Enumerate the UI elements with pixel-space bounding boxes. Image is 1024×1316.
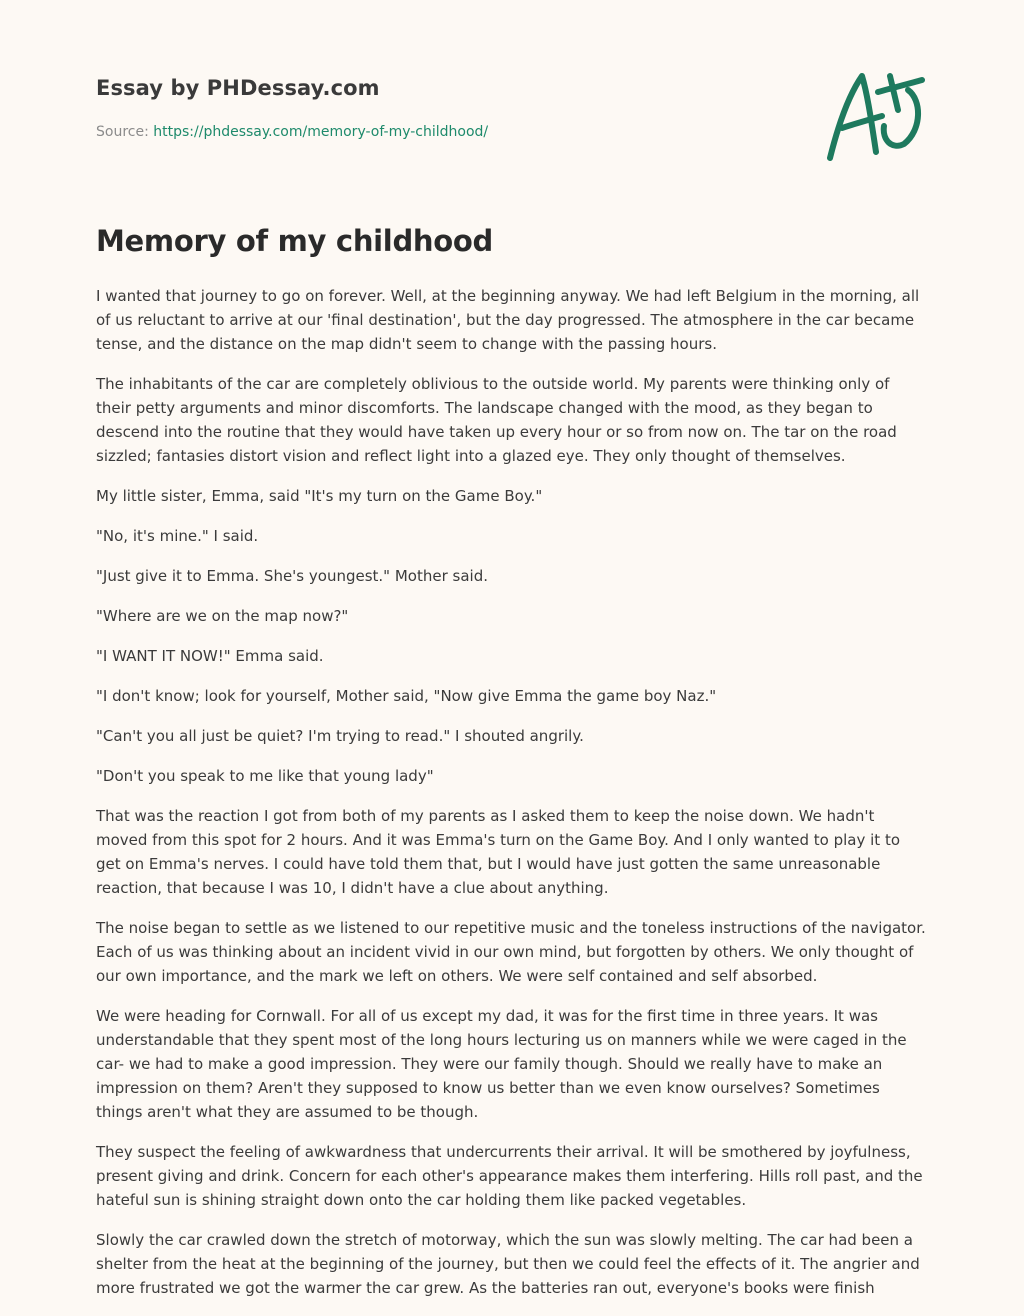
essay-paragraph: "Where are we on the map now?" [96, 607, 349, 625]
essay-paragraph: We were heading for Cornwall. For all of us except my dad, it was for the first time in three years. It was understandable that they spent most of the long hours lecturing us on manners while we were caged in the car- we had to make a good impression. They were our family though. Should we really have to make an impression on them? Aren't they supposed to know us better than we even know ourselves? Sometimes things aren't what they are assumed to be though. [96, 1007, 907, 1121]
essay-paragraph: "Can't you all just be quiet? I'm trying to read." I shouted angrily. [96, 727, 584, 745]
essay-paragraph: "Just give it to Emma. She's youngest." Mother said. [96, 567, 488, 585]
a-plus-logo-icon [818, 66, 930, 166]
source-line [96, 124, 488, 140]
essay-paragraph: My little sister, Emma, said "It's my turn on the Game Boy." [96, 487, 543, 505]
essay-paragraph: The noise began to settle as we listened to our repetitive music and the toneless instructions of the navigator. Each of us was thinking about an incident vivid in our own mind, but forgotten by others. We only thought of our own importance, and the mark we left on others. We were self contained and self absorbed. [96, 919, 926, 985]
site-title: Essay by PHDessay.com [96, 76, 380, 100]
essay-paragraph: "I WANT IT NOW!" Emma said. [96, 647, 324, 665]
essay-paragraph: "I don't know; look for yourself, Mother said, "Now give Emma the game boy Naz." [96, 687, 717, 705]
essay-paragraph: I wanted that journey to go on forever. Well, at the beginning anyway. We had left Belgium in the morning, all of us reluctant to arrive at our 'final destination', but the day progressed. The atmosphere in the car became tense, and the distance on the map didn't seem to change with the passing hours. [96, 287, 920, 353]
essay-paragraph: "No, it's mine." I said. [96, 527, 259, 545]
essay-paragraph: Slowly the car crawled down the stretch of motorway, which the sun was slowly melting. The car had been a shelter from the heat at the beginning of the journey, but then we could feel the effects of it. The angrier and more frustrated we got the warmer the car grew. As the batteries ran out, everyone's books were finish [96, 1231, 920, 1297]
essay-body [96, 284, 928, 1316]
essay-paragraph: They suspect the feeling of awkwardness that undercurrents their arrival. It will be smothered by joyfulness, present giving and drink. Concern for each other's appearance makes them interfering. Hills roll past, and the hateful sun is shining straight down onto the car holding them like packed vegetables. [96, 1143, 923, 1209]
essay-paragraph: The inhabitants of the car are completely oblivious to the outside world. My parents were thinking only of their petty arguments and minor discomforts. The landscape changed with the mood, as they began to descend into the routine that they would have taken up every hour or so from now on. The tar on the road sizzled; fantasies distort vision and reflect light into a glazed eye. They only thought of themselves. [96, 375, 897, 465]
essay-title: Memory of my childhood [96, 224, 493, 258]
source-link[interactable]: https://phdessay.com/memory-of-my-childhood/ [153, 124, 489, 140]
essay-paragraph: "Don't you speak to me like that young lady" [96, 767, 434, 785]
source-label: Source: [96, 124, 149, 140]
a-plus-logo [818, 66, 930, 166]
essay-paragraph: That was the reaction I got from both of my parents as I asked them to keep the noise down. We hadn't moved from this spot for 2 hours. And it was Emma's turn on the Game Boy. And I only wanted to play it to get on Emma's nerves. I could have told them that, but I would have just gotten the same unreasonable reaction, that because I was 10, I didn't have a clue about anything. [96, 807, 901, 897]
